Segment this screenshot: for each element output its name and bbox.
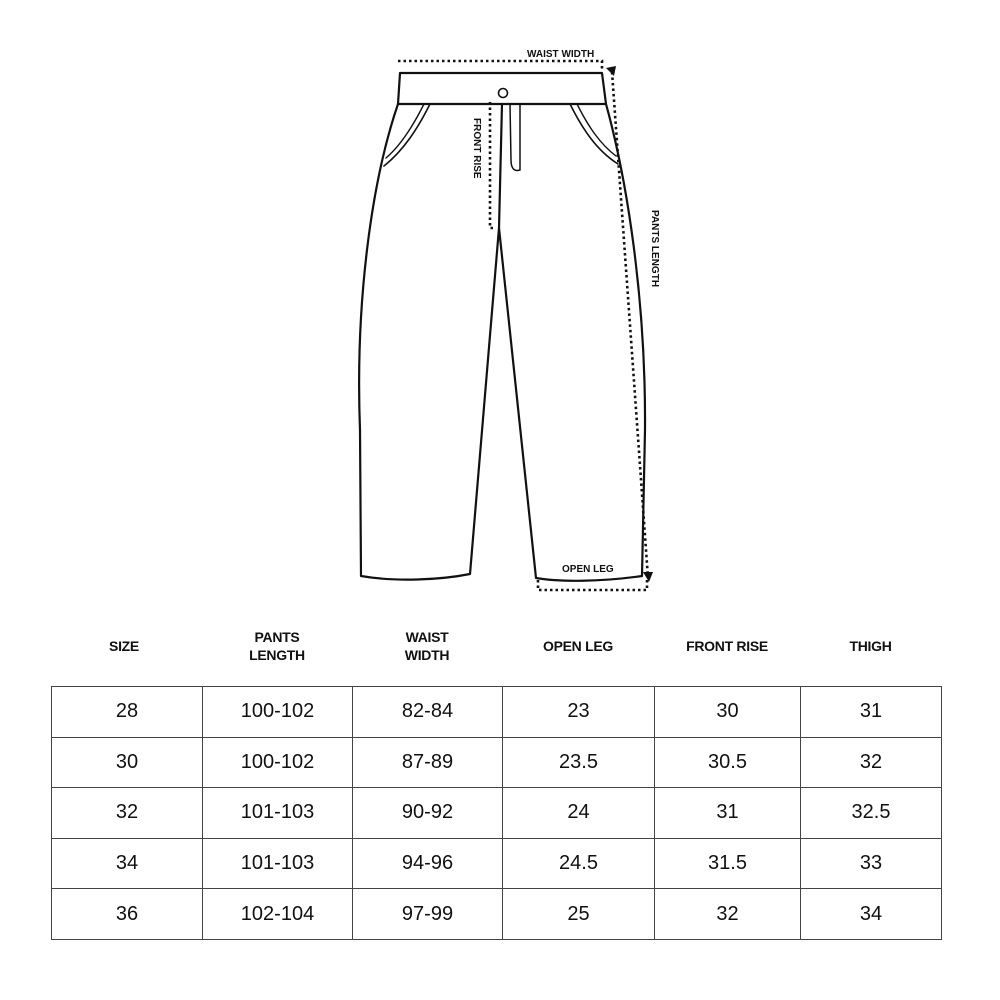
cell-pants-length: 101-103 bbox=[203, 788, 353, 839]
cell-front-rise: 30.5 bbox=[655, 737, 801, 788]
cell-waist-width: 90-92 bbox=[353, 788, 503, 839]
cell-size: 34 bbox=[52, 838, 203, 889]
header-thigh: THIGH bbox=[849, 638, 892, 654]
cell-size: 28 bbox=[52, 687, 203, 738]
left-pocket bbox=[384, 104, 430, 166]
header-pants-length: PANTS LENGTH bbox=[249, 629, 305, 663]
header-waist-width: WAIST WIDTH bbox=[404, 629, 450, 663]
table-row bbox=[52, 838, 942, 889]
button-icon bbox=[499, 89, 508, 98]
cell-front-rise: 31.5 bbox=[655, 838, 801, 889]
left-pocket-inner bbox=[386, 104, 424, 158]
header-open-leg: OPEN LEG bbox=[543, 638, 613, 654]
cell-open-leg: 25 bbox=[503, 889, 655, 940]
cell-waist-width: 97-99 bbox=[353, 889, 503, 940]
cell-pants-length: 102-104 bbox=[203, 889, 353, 940]
cell-open-leg: 24 bbox=[503, 788, 655, 839]
cell-pants-length: 101-103 bbox=[203, 838, 353, 889]
cell-thigh: 31 bbox=[801, 687, 942, 738]
table-row bbox=[52, 889, 942, 940]
right-pocket-inner bbox=[577, 104, 616, 156]
cell-size: 32 bbox=[52, 788, 203, 839]
cell-waist-width: 87-89 bbox=[353, 737, 503, 788]
front-rise-line bbox=[490, 102, 496, 228]
cell-open-leg: 23.5 bbox=[503, 737, 655, 788]
cell-pants-length: 100-102 bbox=[203, 687, 353, 738]
waist-width-line bbox=[398, 61, 602, 70]
cell-waist-width: 94-96 bbox=[353, 838, 503, 889]
front-rise-label: FRONT RISE bbox=[471, 118, 482, 179]
cell-front-rise: 30 bbox=[655, 687, 801, 738]
header-front-rise: FRONT RISE bbox=[686, 638, 768, 654]
cell-open-leg: 23 bbox=[503, 687, 655, 738]
cell-thigh: 33 bbox=[801, 838, 942, 889]
right-leg-outline bbox=[499, 104, 645, 581]
cell-size: 36 bbox=[52, 889, 203, 940]
cell-thigh: 34 bbox=[801, 889, 942, 940]
size-table bbox=[51, 686, 942, 940]
cell-front-rise: 31 bbox=[655, 788, 801, 839]
cell-front-rise: 32 bbox=[655, 889, 801, 940]
table-row bbox=[52, 788, 942, 839]
table-row bbox=[52, 737, 942, 788]
fly-stitch bbox=[510, 104, 520, 171]
open-leg-label: OPEN LEG bbox=[562, 564, 614, 575]
cell-open-leg: 24.5 bbox=[503, 838, 655, 889]
cell-thigh: 32 bbox=[801, 737, 942, 788]
table-row bbox=[52, 687, 942, 738]
cell-size: 30 bbox=[52, 737, 203, 788]
header-size: SIZE bbox=[109, 638, 139, 654]
cell-pants-length: 100-102 bbox=[203, 737, 353, 788]
waist-width-label: WAIST WIDTH bbox=[527, 49, 595, 60]
pants-length-label: PANTS LENGTH bbox=[649, 210, 660, 288]
cell-waist-width: 82-84 bbox=[353, 687, 503, 738]
right-pocket bbox=[570, 104, 618, 164]
cell-thigh: 32.5 bbox=[801, 788, 942, 839]
